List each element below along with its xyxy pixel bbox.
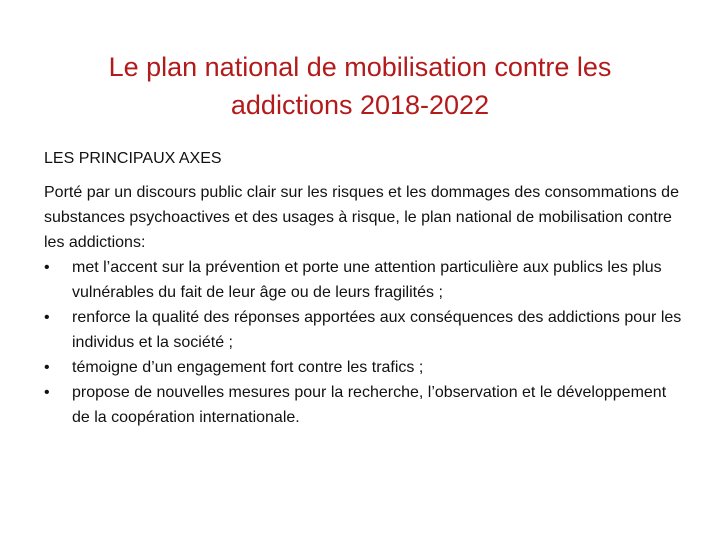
bullet-icon: •	[44, 309, 50, 326]
slide-title-line-1: Le plan national de mobilisation contre les	[108, 52, 612, 83]
bullet-text: met l’accent sur la prévention et porte une attention particulière aux publics les plus vulnérables du fait de leur âge ou de leurs fragilités ;	[72, 259, 662, 301]
bullet-list	[44, 255, 684, 430]
bullet-item	[44, 355, 684, 380]
bullet-item	[44, 380, 684, 430]
section-heading: LES PRINCIPAUX AXES	[44, 150, 222, 167]
bullet-icon: •	[44, 259, 50, 276]
slide-title-line-2: addictions 2018-2022	[230, 90, 490, 121]
slide-title	[60, 48, 660, 124]
slide-body	[44, 146, 684, 430]
bullet-text: témoigne d’un engagement fort contre les trafics ;	[72, 359, 424, 376]
bullet-text: renforce la qualité des réponses apportées aux conséquences des addictions pour les individus et la société ;	[72, 309, 682, 351]
bullet-item	[44, 305, 684, 355]
bullet-text: propose de nouvelles mesures pour la recherche, l’observation et le développement de la coopération internationale.	[72, 384, 667, 426]
bullet-item	[44, 255, 684, 305]
bullet-icon: •	[44, 384, 50, 401]
intro-paragraph: Porté par un discours public clair sur les risques et les dommages des consommations de substances psychoactives et des usages à risque, le plan national de mobilisation contre les addictions:	[44, 184, 679, 251]
bullet-icon: •	[44, 359, 50, 376]
